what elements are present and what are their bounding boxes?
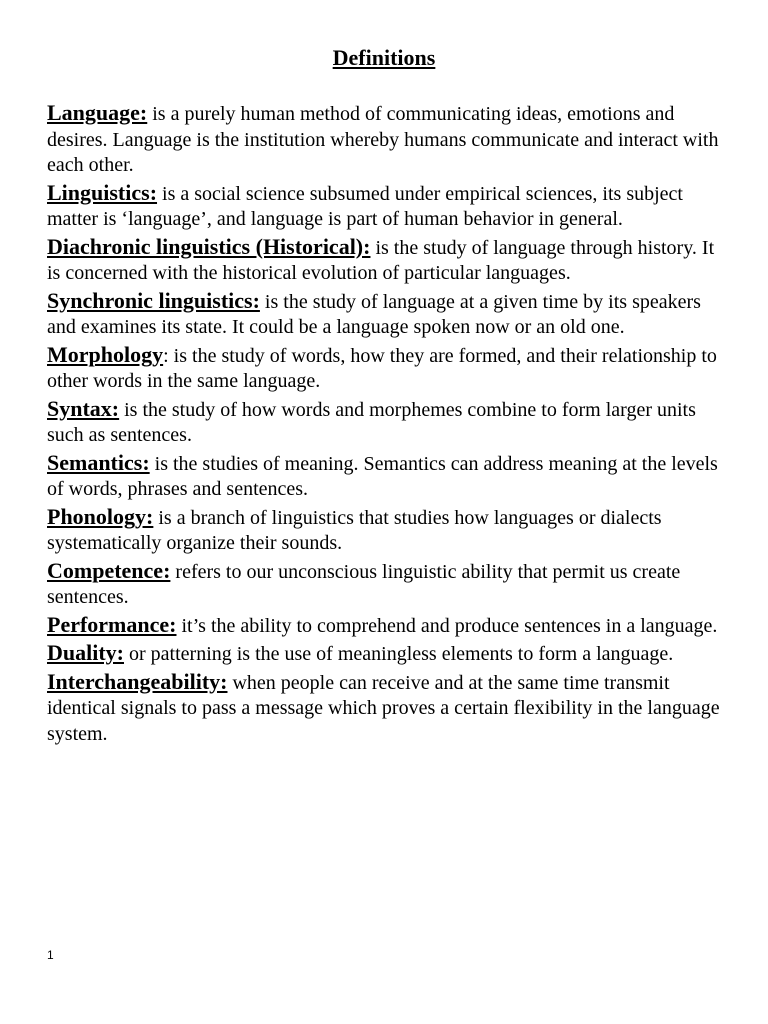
definition-language (47, 100, 727, 179)
definition-term: Diachronic linguistics (Historical): (47, 233, 371, 259)
definition-text: is the study of language at a given time by its speakers and examines its state. It could be a language spoken now or an old one. (47, 290, 701, 338)
definition-text: is the study of language through history. It is concerned with the historical evolution of particular languages. (47, 236, 715, 284)
definition-text: is a social science subsumed under empirical sciences, its subject matter is ‘language’, and language is part of human behavior in general. (47, 182, 683, 230)
definition-term: Performance: (47, 611, 177, 637)
definition-term: Linguistics: (47, 179, 158, 205)
definition-text: or patterning is the use of meaningless elements to form a language. (124, 643, 674, 665)
page-title: Definitions (332, 45, 436, 70)
definition-term: Morphology (47, 341, 164, 367)
definitions-list (47, 100, 727, 748)
definition-duality (47, 640, 727, 668)
definition-text: is a branch of linguistics that studies how languages or dialects systematically organize their sounds. (47, 506, 662, 554)
definition-text: is the studies of meaning. Semantics can address meaning at the levels of words, phrases and sentences. (47, 452, 718, 500)
definition-morphology (47, 342, 727, 395)
definition-term: Interchangeability: (47, 668, 228, 694)
definition-term: Competence: (47, 557, 171, 583)
definition-synchronic-linguistics (47, 288, 727, 341)
definition-semantics (47, 450, 727, 503)
definition-text: refers to our unconscious linguistic ability that permit us create sentences. (47, 560, 681, 608)
definition-competence (47, 558, 727, 611)
definition-term: Syntax: (47, 395, 120, 421)
definition-term: Synchronic linguistics: (47, 287, 260, 313)
definition-text: : is the study of words, how they are formed, and their relationship to other words in the same language. (47, 344, 717, 392)
definition-performance (47, 612, 727, 640)
definition-text: when people can receive and at the same time transmit identical signals to pass a message which proves a certain flexibility in the language system. (47, 671, 720, 745)
definition-syntax (47, 396, 727, 449)
definition-phonology (47, 504, 727, 557)
page-number: 1 (47, 948, 54, 962)
definition-linguistics (47, 180, 727, 233)
definition-term: Phonology: (47, 503, 154, 529)
definition-diachronic-linguistics (47, 234, 727, 287)
definition-term: Semantics: (47, 449, 150, 475)
definition-interchangeability (47, 669, 727, 748)
definition-text: is a purely human method of communicating ideas, emotions and desires. Language is the institution whereby humans communicate and interact with each other. (47, 103, 719, 176)
definition-term: Duality: (47, 640, 124, 665)
definition-text: it’s the ability to comprehend and produce sentences in a language. (176, 614, 718, 637)
definition-term: Language: (47, 100, 148, 125)
definition-text: is the study of how words and morphemes combine to form larger units such as sentences. (47, 398, 696, 446)
